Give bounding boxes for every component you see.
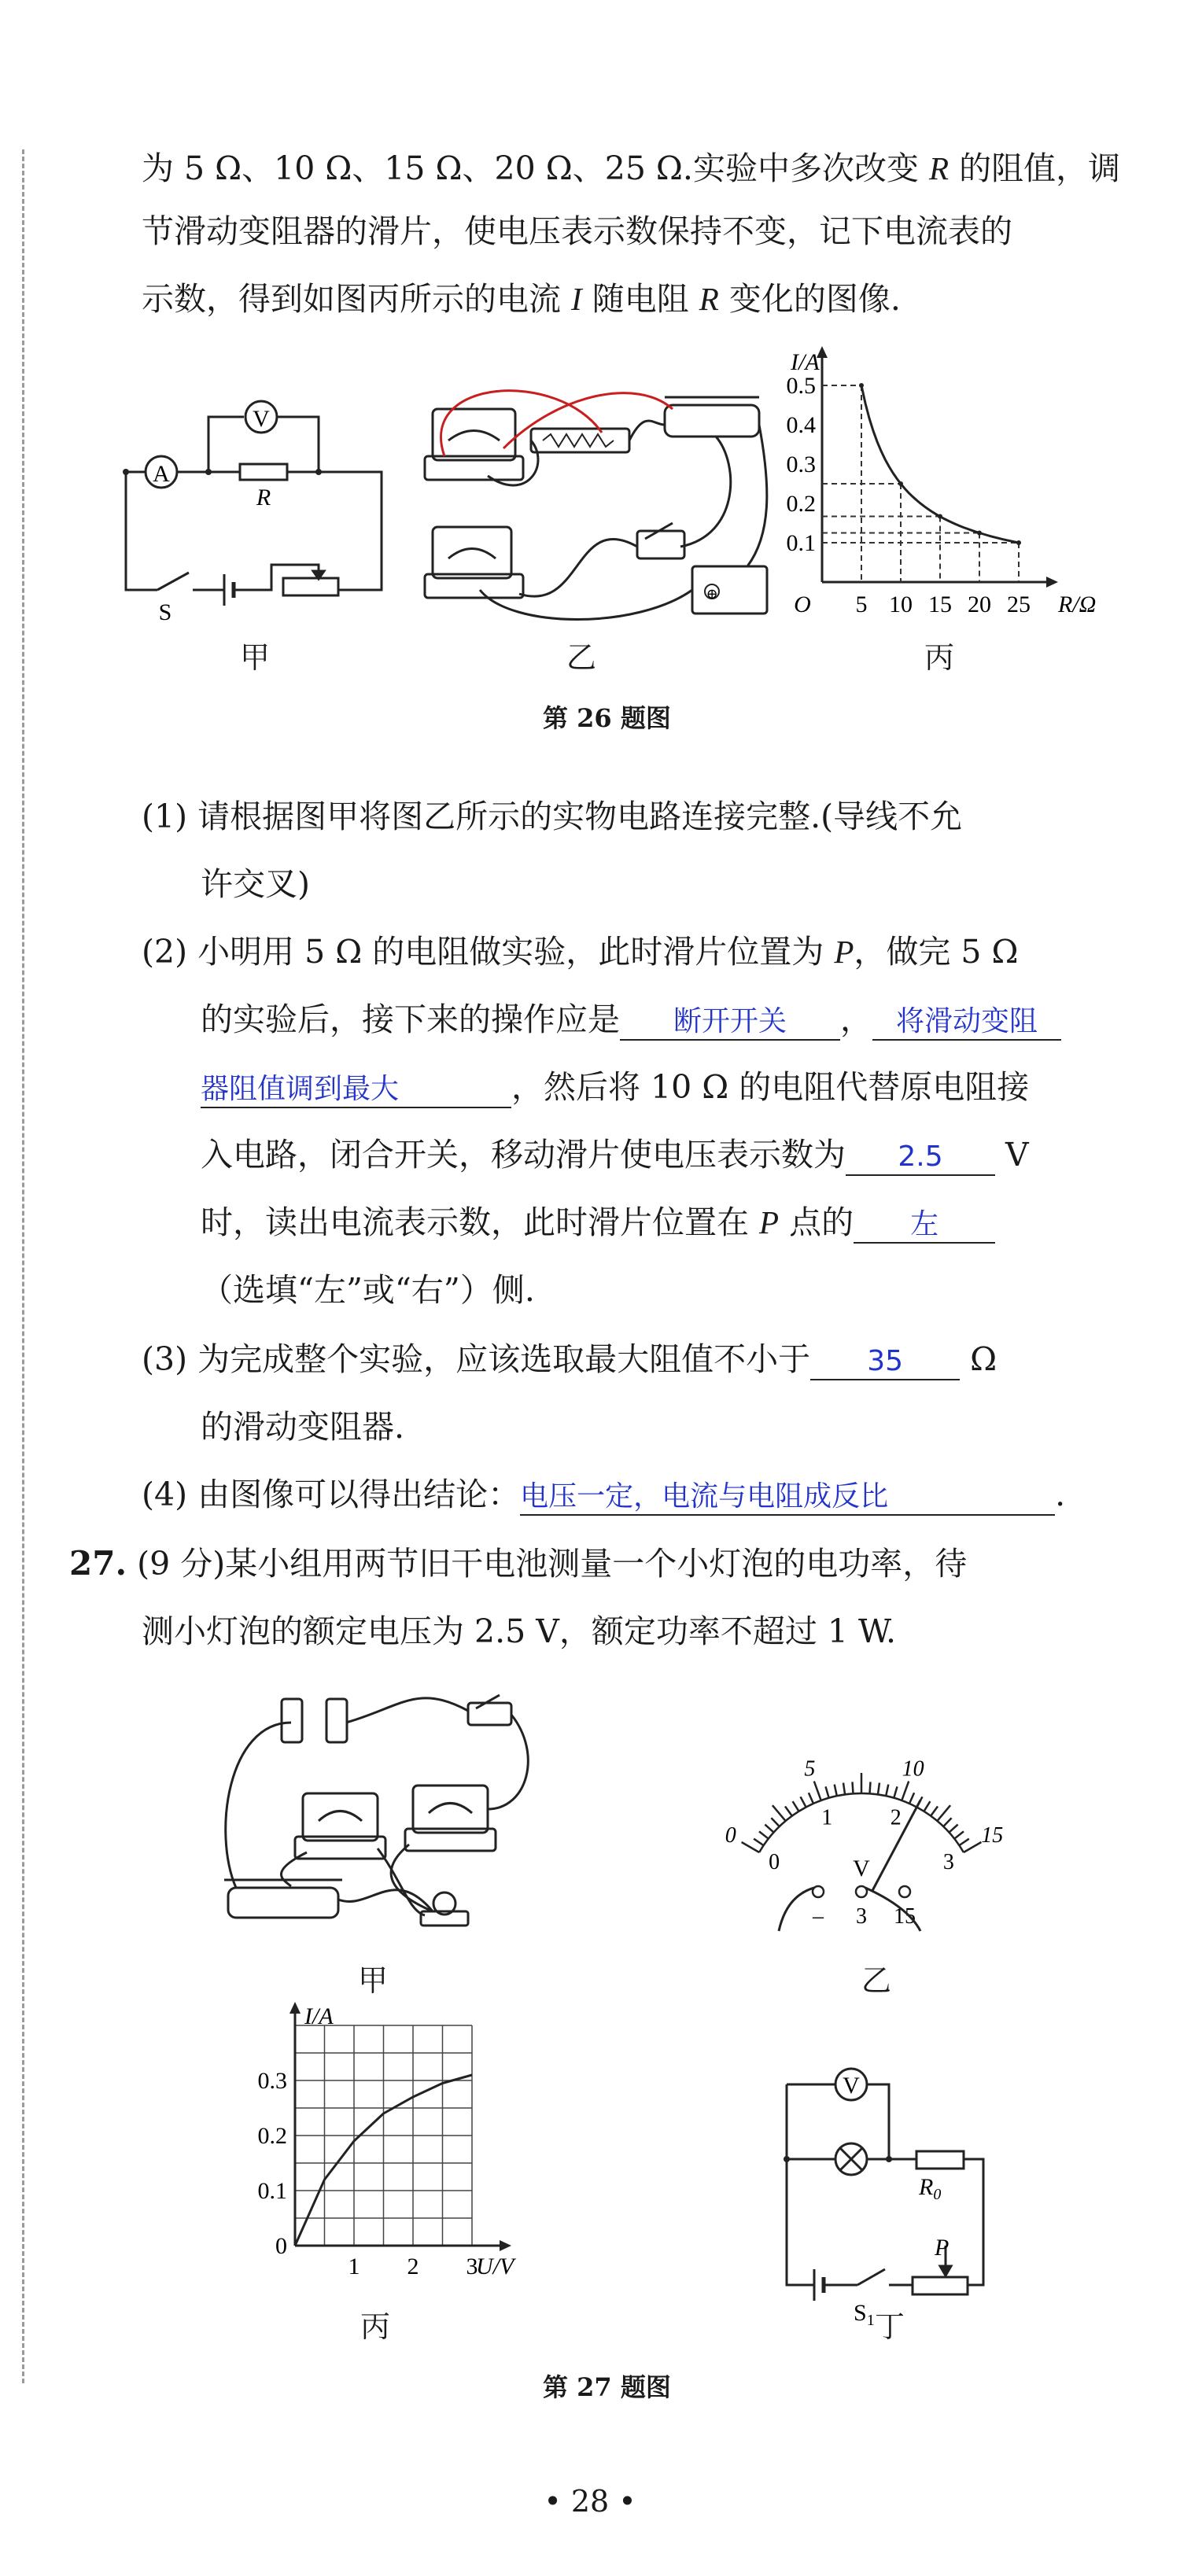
q26-part3-line1: (3) 为完成整个实验，应该选取最大阻值不小于 35 Ω xyxy=(142,1337,997,1381)
terminal-post xyxy=(813,1886,824,1897)
x-axis-arrow xyxy=(1046,577,1058,588)
fixed-resistor-device-icon xyxy=(531,429,629,452)
voltmeter-label: V xyxy=(843,2073,860,2099)
rheostat-device-icon xyxy=(228,1888,338,1918)
answer-blank-5: 35 xyxy=(810,1344,960,1380)
r0-label: $R_0$ xyxy=(919,2174,942,2203)
resistor-r-icon xyxy=(240,464,287,480)
switch-s1-icon xyxy=(857,2269,885,2285)
fig27-label-bing: 丙 xyxy=(360,2309,391,2344)
terminal-label: 3 xyxy=(856,1904,867,1929)
dial-arc xyxy=(759,1793,964,1852)
q26-part2-line1: (2) 小明用 5 Ω 的电阻做实验，此时滑片位置为 P，做完 5 Ω xyxy=(142,933,1019,971)
answer-blank-4: 左 xyxy=(854,1207,995,1244)
voltmeter-device-icon xyxy=(433,409,515,460)
q26-part2-line2: 的实验后，接下来的操作应是 断开开关 ， 将滑动变阻 xyxy=(201,997,1061,1041)
answer-blank-3: 2.5 xyxy=(846,1140,995,1176)
power-supply-device-icon xyxy=(692,566,767,614)
x-axis-label: R/Ω xyxy=(1058,591,1097,617)
y-tick-label: 0.1 xyxy=(257,2178,287,2204)
y-axis-arrow xyxy=(289,2002,301,2014)
battery-2-icon xyxy=(326,1699,347,1742)
answer-blank-2: 将滑动变阻 xyxy=(872,1004,1061,1041)
y-tick-label: 0.3 xyxy=(786,451,816,477)
y-axis-label: I/A xyxy=(791,349,820,375)
x-axis-arrow xyxy=(500,2240,511,2251)
y-tick-label: 0.2 xyxy=(257,2123,287,2149)
fig26-chart-bing xyxy=(779,346,1125,629)
y-tick-label: 0.5 xyxy=(786,373,816,399)
wire-left xyxy=(779,1888,814,1931)
answer-blank-1: 断开开关 xyxy=(620,1004,840,1041)
x-tick-label: 15 xyxy=(928,591,952,617)
q27-line1: 27. (9 分)某小组用两节旧干电池测量一个小灯泡的电功率，待 xyxy=(69,1544,968,1583)
x-tick-label: 25 xyxy=(1007,591,1031,617)
q26-part1-line1: (1) 请根据图甲将图乙所示的实物电路连接完整.(导线不允 xyxy=(142,798,963,835)
binding-margin-line xyxy=(22,149,24,2383)
page-number: • 28 • xyxy=(544,2484,636,2519)
resistor-r0-icon xyxy=(916,2151,964,2169)
dial-outer-label: 15 xyxy=(981,1823,1004,1848)
q26-part3-line2: 的滑动变阻器. xyxy=(201,1408,405,1446)
x-tick-label: 1 xyxy=(348,2254,360,2279)
fig27-physical-jia xyxy=(197,1675,543,1959)
fig26-circuit-jia xyxy=(110,385,401,625)
ammeter-label: A xyxy=(153,461,170,487)
fig26-physical-yi xyxy=(401,378,771,629)
dial-letter: V xyxy=(853,1856,870,1881)
switch-label: S xyxy=(158,599,172,625)
x-tick-label: 3 xyxy=(466,2254,478,2279)
s1-label: $S_1$ xyxy=(854,2300,875,2329)
dial-inner-label: 1 xyxy=(821,1805,833,1830)
dial-outer-label: 0 xyxy=(725,1823,736,1848)
dial-ticks xyxy=(742,1773,982,1852)
answer-blank-2-cont: 器阻值调到最大 xyxy=(201,1072,511,1108)
fig27-chart-bing xyxy=(236,2003,535,2309)
q26-part2-line3: 器阻值调到最大 ，然后将 10 Ω 的电阻代替原电阻接 xyxy=(201,1065,1029,1109)
x-tick-label: 2 xyxy=(407,2254,419,2279)
voltmeter-device-icon xyxy=(413,1786,488,1833)
slider-p-label: P xyxy=(935,2235,950,2261)
q26-part2-line6: （选填“左”或“右”）侧. xyxy=(201,1271,535,1309)
x-tick-label: 5 xyxy=(855,591,868,617)
fig26-label-jia: 甲 xyxy=(240,640,271,675)
fig27-label-jia: 甲 xyxy=(358,1963,389,1998)
dial-inner-label: 2 xyxy=(890,1805,902,1830)
rheostat-icon xyxy=(913,2277,968,2294)
y-axis-label: I/A xyxy=(304,2003,334,2029)
q26-part1-line2: 许交叉) xyxy=(201,865,310,903)
answer-blank-6: 电压一定，电流与电阻成反比 xyxy=(520,1480,1055,1516)
dial-inner-label: 0 xyxy=(769,1850,780,1874)
rheostat-device-icon xyxy=(665,405,759,437)
y-tick-label: 0.3 xyxy=(257,2068,287,2094)
fig26-label-bing: 丙 xyxy=(924,640,955,675)
switch-device-icon xyxy=(468,1703,511,1725)
power-supply-mark: ⊕ xyxy=(706,586,718,602)
y-tick-label: 0.1 xyxy=(786,530,816,556)
q26-part4: (4) 由图像可以得出结论：电压一定，电流与电阻成反比 . xyxy=(142,1472,1065,1516)
ammeter-device-icon xyxy=(433,527,511,578)
x-tick-label: 20 xyxy=(968,591,991,617)
y-tick-label: 0 xyxy=(275,2233,287,2259)
switch-s-icon xyxy=(157,573,189,590)
y-tick-label: 0.4 xyxy=(786,412,816,438)
battery-1-icon xyxy=(282,1699,302,1742)
fig27-circuit-ding xyxy=(763,2049,1015,2329)
voltmeter-label: V xyxy=(253,406,270,432)
origin-label: O xyxy=(794,591,811,617)
terminal-post xyxy=(899,1886,910,1897)
fig27-voltmeter-dial-yi xyxy=(716,1715,1015,1951)
intro-line-3: 示数，得到如图丙所示的电流 I 随电阻 R 变化的图像. xyxy=(142,280,901,318)
q26-part2-line4: 入电路，闭合开关，移动滑片使电压表示数为 2.5 V xyxy=(201,1133,1029,1177)
q26-part2-line5: 时，读出电流表示数，此时滑片位置在 P 点的 左 xyxy=(201,1200,995,1244)
fig26-caption: 第 26 题图 xyxy=(543,703,671,733)
fig27-label-yi: 乙 xyxy=(861,1963,892,1998)
terminal-label: 15 xyxy=(894,1904,916,1929)
fig27-label-ding: 丁 xyxy=(875,2309,905,2344)
switch-device-icon xyxy=(637,531,684,558)
dial-outer-label: 5 xyxy=(804,1756,816,1782)
terminal-label: – xyxy=(813,1904,824,1929)
fig27-caption: 第 27 题图 xyxy=(543,2372,671,2402)
fig26-label-yi: 乙 xyxy=(566,640,597,675)
dial-inner-label: 3 xyxy=(942,1850,954,1874)
rheostat-icon xyxy=(283,578,338,595)
y-tick-label: 0.2 xyxy=(786,491,816,517)
x-axis-label: U/V xyxy=(476,2254,514,2279)
resistor-label: R xyxy=(256,485,271,510)
intro-line-2: 节滑动变阻器的滑片，使电压表示数保持不变，记下电流表的 xyxy=(142,212,1012,250)
dial-outer-label: 10 xyxy=(902,1756,924,1782)
terminal-post xyxy=(856,1886,867,1897)
q27-line2: 测小灯泡的额定电压为 2.5 V，额定功率不超过 1 W. xyxy=(142,1612,897,1650)
intro-line-1: 为 5 Ω、10 Ω、15 Ω、20 Ω、25 Ω.实验中多次改变 R 的阻值，调 xyxy=(142,149,1121,187)
ammeter-device-icon xyxy=(303,1793,378,1841)
x-tick-label: 10 xyxy=(889,591,913,617)
